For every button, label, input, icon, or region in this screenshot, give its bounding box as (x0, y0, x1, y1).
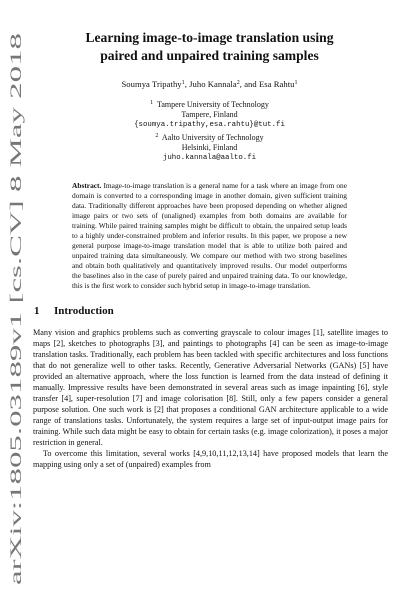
affiliation-2-city: Helsinki, Finland (181, 142, 238, 152)
author-affiliation-mark: 2 (236, 80, 240, 86)
author-list (62, 79, 357, 89)
affiliation-1-name (62, 98, 357, 110)
paragraph: To overcome this limitation, several works [4,9,10,11,12,13,14] have proposed models that learn the mapping using only a set of (unpaired) examples from (33, 449, 388, 470)
affiliation-mark: 1 (150, 100, 154, 106)
paper-title: Learning image-to-image translation using paired and unpaired training samples (85, 30, 334, 63)
introduction-body (33, 327, 388, 471)
affiliation-block (62, 98, 357, 163)
author-separator: , (184, 79, 190, 89)
author-name: Juho Kannala (189, 79, 237, 89)
affiliation-1-city: Tampere, Finland (181, 110, 238, 120)
abstract (72, 181, 347, 290)
affiliation-1-label: Tampere University of Technology (157, 100, 269, 109)
section-number: 1 (34, 304, 40, 317)
arxiv-identifier-text: arXiv:1805.03189v1 [cs.CV] 8 May 2018 (8, 324, 25, 585)
paper-page (33, 29, 388, 470)
author-affiliation-mark: 1 (294, 80, 298, 86)
author-name: Soumya Tripathy (121, 79, 182, 89)
affiliation-2-name (62, 131, 357, 143)
author-name: Esa Rahtu (258, 79, 295, 89)
arxiv-identifier-stamp (2, 32, 28, 587)
section-title: Introduction (54, 304, 114, 317)
abstract-text: Image-to-image translation is a general name for a task where an image from one domain is converted to a corresponding image in another domain, given sufficient training data. Traditionally different approaches have been proposed depending on whether aligned image pairs or two sets of (unaligned) examples from both domains are available for training. While paired training samples might be difficult to obtain, the unpaired setup leads to a highly under-constrained problem and inferior results. In this paper, we propose a new general purpose image-to-image translation model that is able to utilize both paired and unpaired training data simultaneously. We compare our method with two strong baselines and obtain both qualitatively and quantitatively improved results. Our model outperforms the baselines also in the case of purely paired and unpaired training data. To our knowledge, this is the first work to consider such hybrid setup in image-to-image translation. (72, 181, 347, 290)
author-affiliation-mark: 1 (181, 80, 185, 86)
affiliation-2-email: juho.kannala@aalto.fi (162, 154, 257, 163)
paragraph: Many vision and graphics problems such as converting grayscale to colour images [1], satellite images to maps [2], sketches to photographs [3], and paintings to photographs [4] can be seen as image-to-image translation tasks. Traditionally, each problem has been tackled with specific architectures and loss functions that do not generalize well to other tasks. Recently, Generative Adversarial Networks (GANs) [5] have provided an alternative approach, where the loss function is learned from the data instead of defining it manually. Impressive results have been demonstrated in several areas such as image inpainting [6], style transfer [4], super-resolution [7] and image colorisation [8]. Still, only a few papers consider a general purpose solution. One such work is [2] that proposes a conditional GAN architecture applicable to a wide range of translations tasks. Unfortunately, the system requires a large set of input-output image pairs for training. While such data might be easy to obtain for certain tasks (e.g. image colorization), it poses a major restriction in general. (33, 327, 388, 448)
section-heading (34, 305, 357, 317)
author-separator: , and (239, 79, 259, 89)
affiliation-2-label: Aalto University of Technology (161, 132, 264, 142)
affiliation-1-email: {soumya.tripathy,esa.rahtu}@tut.fi (134, 121, 285, 130)
affiliation-mark: 2 (155, 132, 159, 139)
abstract-heading: Abstract. (72, 181, 102, 191)
